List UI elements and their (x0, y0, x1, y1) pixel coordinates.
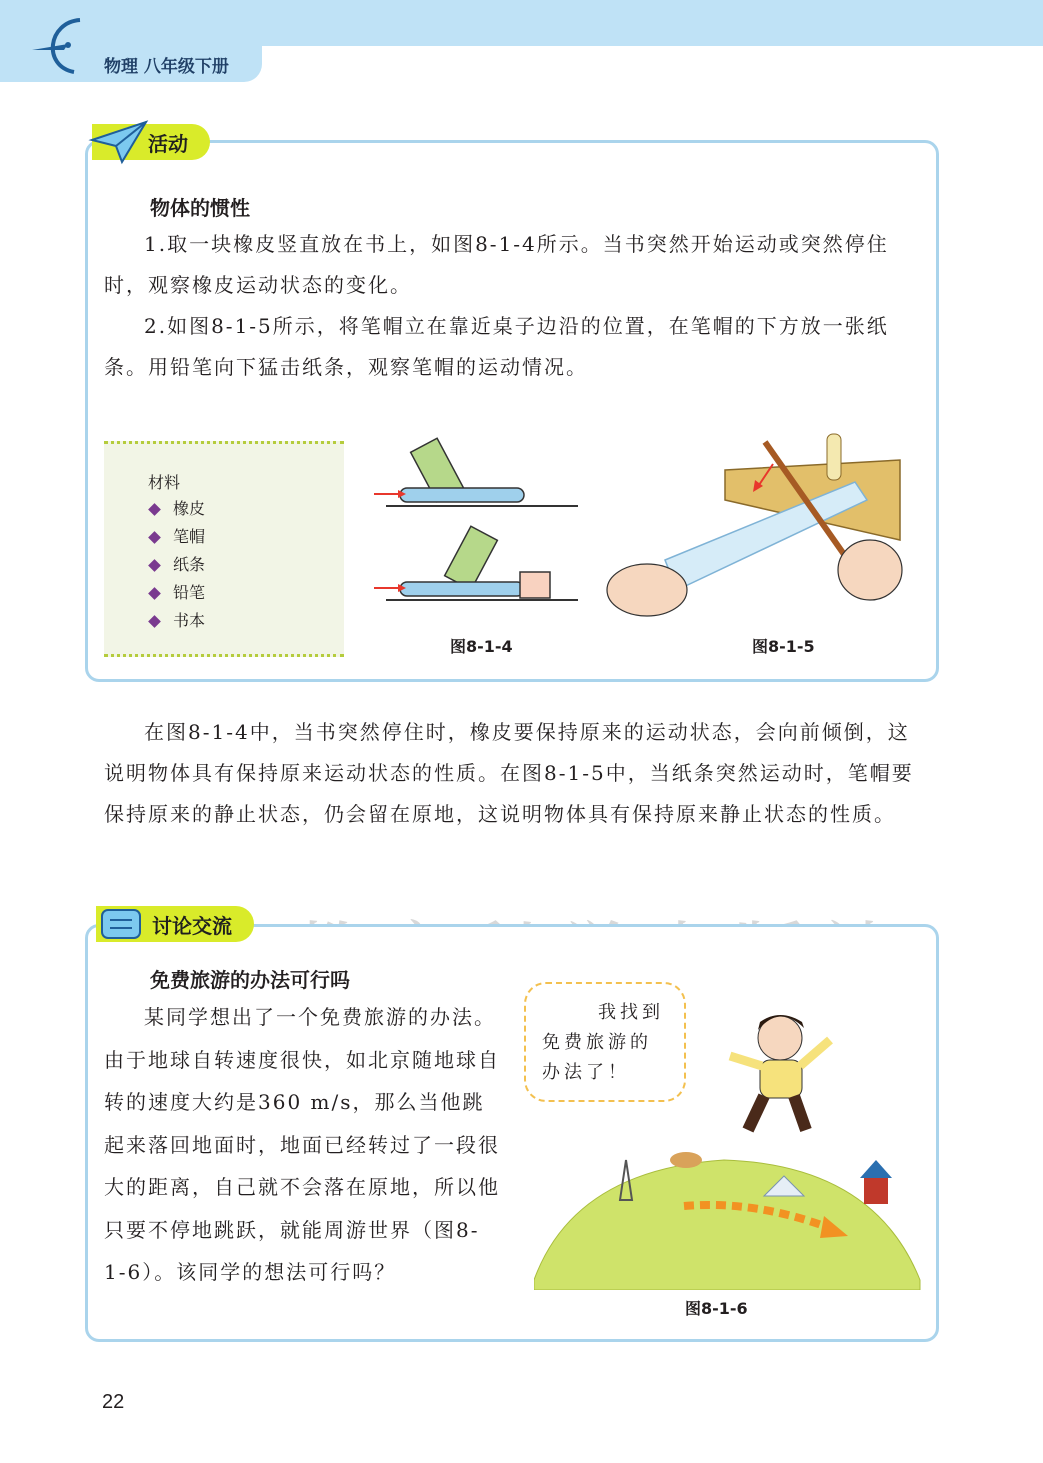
book-shape (400, 582, 524, 596)
activity-tag-label: 活动 (148, 131, 188, 156)
diamond-bullet-icon (148, 531, 161, 544)
activity-step-2: 2.如图8-1-5所示，将笔帽立在靠近桌子边沿的位置，在笔帽的下方放一张纸条。用铅笔向下猛击纸条，观察笔帽的运动情况。 (104, 314, 889, 379)
activity-heading: 物体的惯性 (150, 196, 250, 220)
header-band (0, 0, 1043, 46)
speech-bubble-text: 我找到 免费旅游的 办法了！ (542, 1002, 664, 1083)
materials-title: 材料 (148, 473, 181, 492)
materials-panel (104, 441, 344, 657)
book-logo-icon (28, 14, 88, 76)
boy-shirt (760, 1060, 802, 1098)
figure-8-1-5-illustration (605, 430, 905, 620)
material-item: 书本 (148, 608, 205, 631)
figure-8-1-4-illustration (370, 420, 590, 620)
material-item: 铅笔 (148, 580, 205, 603)
figure-8-1-6-caption: 图8-1-6 (685, 1299, 748, 1318)
explanation-section (104, 712, 920, 835)
page-number: 22 (102, 1391, 125, 1413)
discussion-body (104, 996, 500, 1294)
figure-8-1-5-caption: 图8-1-5 (752, 637, 815, 656)
book-shape (400, 488, 524, 502)
figure-8-1-4-caption: 图8-1-4 (450, 637, 513, 656)
discussion-tag-label: 讨论交流 (152, 913, 232, 938)
explanation-paragraph: 在图8-1-4中，当书突然停住时，橡皮要保持原来的运动状态，会向前倾倒，这说明物体具有保持原来运动状态的性质。在图8-1-5中，当纸条突然运动时，笔帽要保持原来的静止状态，仍会留在原地，这说明物体具有保持原来静止状态的性质。 (104, 720, 914, 826)
diamond-bullet-icon (148, 559, 161, 572)
boy-legs (748, 1096, 806, 1130)
discussion-paragraph: 某同学想出了一个免费旅游的办法。由于地球自转速度很快，如北京随地球自转的速度大约是360 m/s，那么当他跳起来落回地面时，地面已经转过了一段很大的距离，自己就不会落在原地，所以他只要不停地跳跃，就能周游世界（图8-1-6）。该同学的想法可行吗？ (104, 1005, 500, 1284)
hand-shape (838, 540, 902, 600)
chat-bubble-icon (100, 908, 142, 944)
activity-steps (104, 224, 920, 388)
material-item: 笔帽 (148, 524, 205, 547)
material-item: 橡皮 (148, 496, 205, 519)
earth-surface (534, 1160, 920, 1290)
stopper-block (520, 572, 550, 598)
eraser-shape (445, 526, 498, 590)
discussion-heading: 免费旅游的办法可行吗 (150, 968, 350, 992)
camel-shape (670, 1152, 702, 1168)
book-title: 物理 八年级下册 (104, 57, 229, 77)
diamond-bullet-icon (148, 615, 161, 628)
diamond-bullet-icon (148, 587, 161, 600)
pen-cap-shape (827, 434, 841, 480)
material-item: 纸条 (148, 552, 205, 575)
diamond-bullet-icon (148, 503, 161, 516)
paper-plane-icon (88, 118, 150, 166)
activity-step-1: 1.取一块橡皮竖直放在书上，如图8-1-4所示。当书突然开始运动或突然停住时，观察橡皮运动状态的变化。 (104, 232, 889, 297)
figure-8-1-6-illustration (534, 1000, 922, 1290)
temple-shape (864, 1178, 888, 1204)
hand-shape (607, 564, 687, 616)
